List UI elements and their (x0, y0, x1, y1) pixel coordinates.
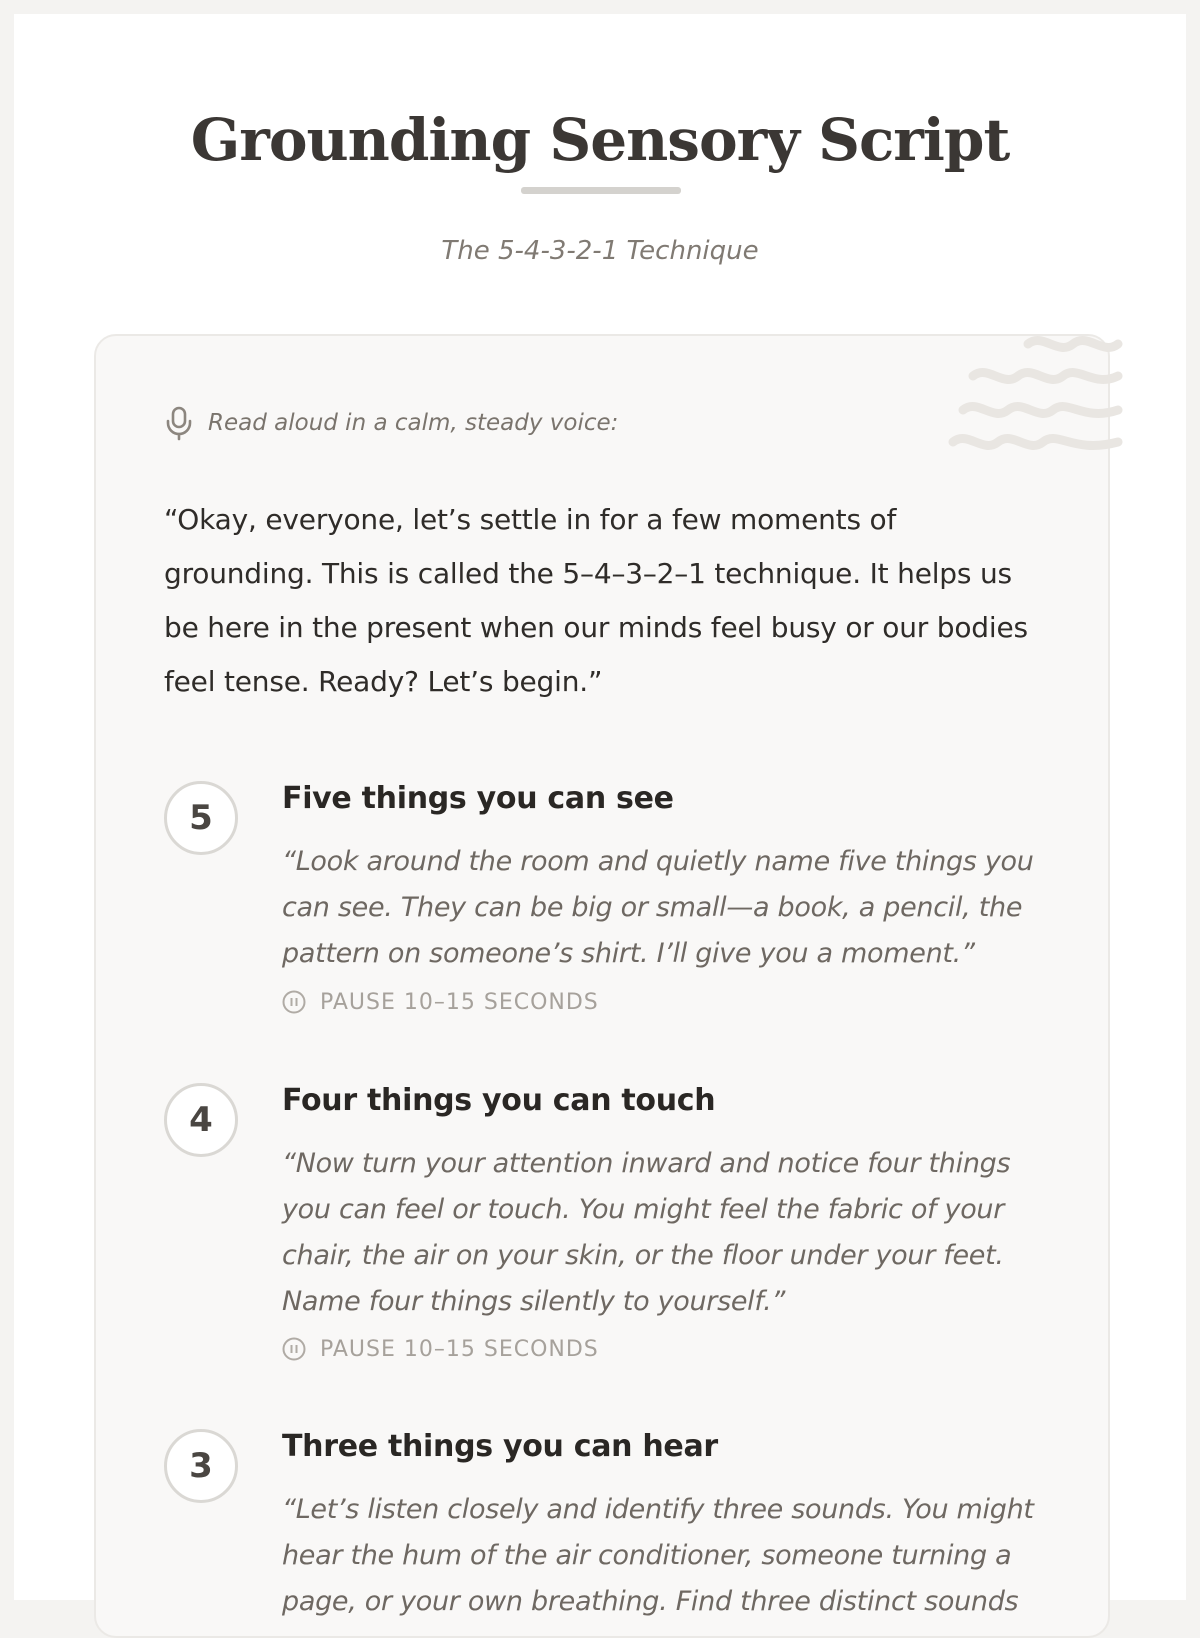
script-card (94, 334, 1110, 1638)
title-divider (521, 187, 681, 194)
instruction-text: Read aloud in a calm, steady voice: (208, 410, 619, 436)
page (14, 14, 1186, 1617)
step-body: “Let’s listen closely and identify three sounds. You might hear the hum of the air conditioner, someone turning a page, or your own breathing. Find three distinct sounds (282, 1494, 1034, 1617)
pause-icon (282, 1337, 306, 1361)
read-aloud-instruction (164, 406, 618, 440)
step-five-see (164, 781, 1054, 1031)
step-number-badge: 5 (164, 781, 238, 855)
pause-text: PAUSE 10–15 SECONDS (320, 989, 599, 1015)
page-subtitle: The 5-4-3-2-1 Technique (441, 236, 759, 266)
pause-note (282, 987, 599, 1017)
microphone-icon (164, 406, 194, 440)
pause-icon (282, 990, 306, 1014)
page-title: Grounding Sensory Script (190, 106, 1010, 174)
step-title: Five things you can see (282, 781, 674, 816)
step-three-hear (164, 1429, 1054, 1629)
step-title: Three things you can hear (282, 1429, 718, 1464)
pause-text: PAUSE 10–15 SECONDS (320, 1336, 599, 1362)
step-four-touch (164, 1083, 1054, 1383)
step-body: “Look around the room and quietly name five things you can see. They can be big or small—a book, a pencil, the pattern on someone’s shirt. I’ll give you a moment.” (282, 846, 1034, 969)
pause-note (282, 1334, 599, 1364)
intro-paragraph: “Okay, everyone, let’s settle in for a few moments of grounding. This is called the 5–4–3–2–1 technique. It helps us be here in the present when our minds feel busy or our bodies feel tense. Ready? Let’s begin.” (164, 503, 1028, 698)
wave-decoration-icon (958, 336, 1108, 456)
step-number-badge: 4 (164, 1083, 238, 1157)
step-body: “Now turn your attention inward and notice four things you can feel or touch. You might feel the fabric of your chair, the air on your skin, or the floor under your feet. Name four things silently to yourself.” (282, 1148, 1011, 1317)
step-number-badge: 3 (164, 1429, 238, 1503)
step-title: Four things you can touch (282, 1083, 716, 1118)
